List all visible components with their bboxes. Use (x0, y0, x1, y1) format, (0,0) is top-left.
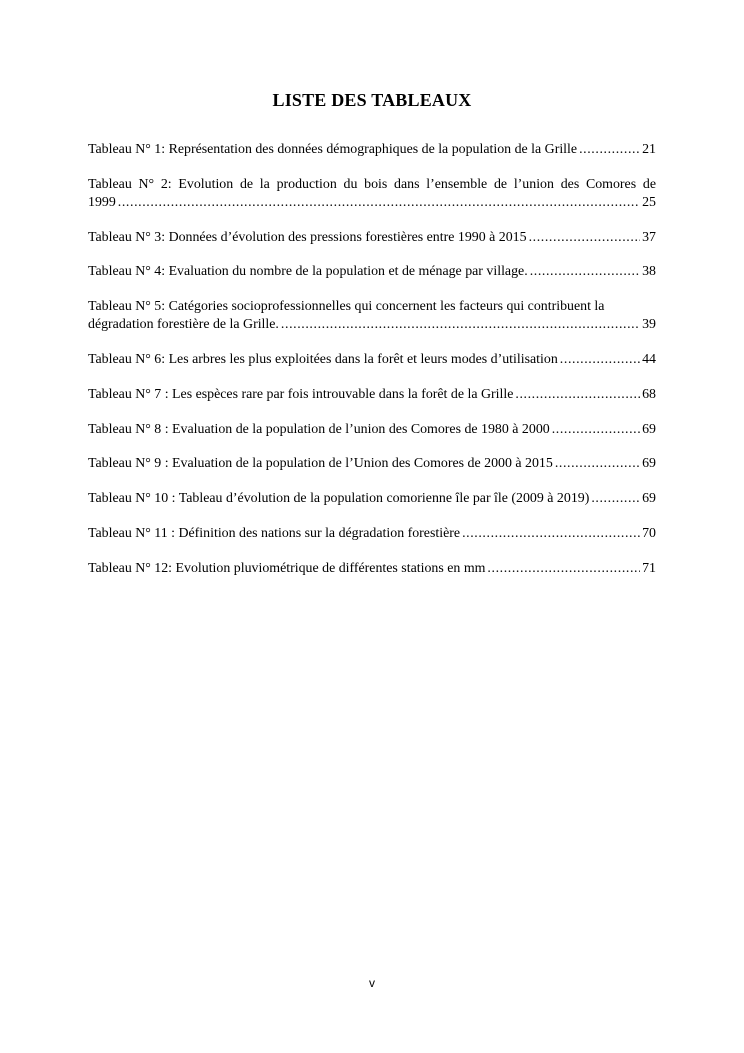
dot-leader (487, 560, 640, 578)
page-number: 69 (642, 456, 656, 472)
entry-label: Tableau N° 8 : Evaluation de la population de l’union des Comores de 1980 à 2000 (88, 421, 550, 437)
list-item[interactable] (88, 490, 656, 508)
entry-label-continued: dégradation forestière de la Grille. (88, 317, 279, 333)
page-number: 44 (642, 351, 656, 367)
dot-leader (118, 194, 640, 212)
entry-label: Tableau N° 11 : Définition des nations sur la dégradation forestière (88, 525, 461, 541)
list-item[interactable] (88, 386, 656, 404)
dot-leader (462, 525, 640, 543)
list-item[interactable] (88, 229, 656, 247)
entry-label: Tableau N° 2: Evolution de la production du bois dans l’ensemble de l’union des Comores de (88, 176, 656, 192)
dot-leader (529, 229, 641, 247)
dot-leader (281, 316, 640, 334)
entry-label: Tableau N° 4: Evaluation du nombre de la population et de ménage par village. (88, 264, 528, 280)
entry-label: Tableau N° 6: Les arbres les plus exploitées dans la forêt et leurs modes d’utilisation (88, 351, 558, 367)
footer-page-number: v (369, 976, 375, 990)
dot-leader (515, 386, 640, 404)
list-item[interactable] (88, 263, 656, 281)
dot-leader (552, 421, 640, 439)
page-number: 69 (642, 421, 656, 437)
dot-leader (591, 490, 640, 508)
dot-leader (560, 351, 640, 369)
page-title: LISTE DES TABLEAUX (272, 90, 472, 110)
list-item[interactable] (88, 351, 656, 369)
page-number: 69 (642, 491, 656, 507)
entry-label: Tableau N° 3: Données d’évolution des pressions forestières entre 1990 à 2015 (88, 229, 527, 245)
page-number: 37 (642, 229, 656, 245)
page-number: 71 (642, 560, 656, 576)
entry-label: Tableau N° 10 : Tableau d’évolution de la population comorienne île par île (2009 à 2019) (88, 491, 590, 507)
entry-label: Tableau N° 12: Evolution pluviométrique de différentes stations en mm (88, 560, 486, 576)
dot-leader (530, 263, 640, 281)
page-number: 39 (642, 317, 656, 333)
list-item[interactable] (88, 141, 656, 159)
dot-leader (555, 455, 640, 473)
page-number: 21 (642, 142, 656, 157)
entry-label-continued: 1999 (88, 194, 116, 210)
list-item[interactable] (88, 560, 656, 578)
list-item[interactable] (88, 298, 656, 334)
list-item[interactable] (88, 176, 656, 212)
page-number: 68 (642, 386, 656, 402)
entry-label: Tableau N° 5: Catégories socioprofessionnelles qui concernent les facteurs qui contribuent la (88, 299, 605, 315)
page-number: 38 (642, 264, 656, 280)
page-number: 70 (642, 525, 656, 541)
entry-label: Tableau N° 9 : Evaluation de la population de l’Union des Comores de 2000 à 2015 (88, 456, 553, 472)
page-number: 25 (642, 194, 656, 210)
table-list (88, 141, 656, 595)
entry-label: Tableau N° 7 : Les espèces rare par fois introuvable dans la forêt de la Grille (88, 386, 514, 402)
list-item[interactable] (88, 525, 656, 543)
list-item[interactable] (88, 421, 656, 439)
dot-leader (579, 141, 640, 159)
entry-label: Tableau N° 1: Représentation des données démographiques de la population de la Grille (88, 142, 578, 157)
list-item[interactable] (88, 455, 656, 473)
